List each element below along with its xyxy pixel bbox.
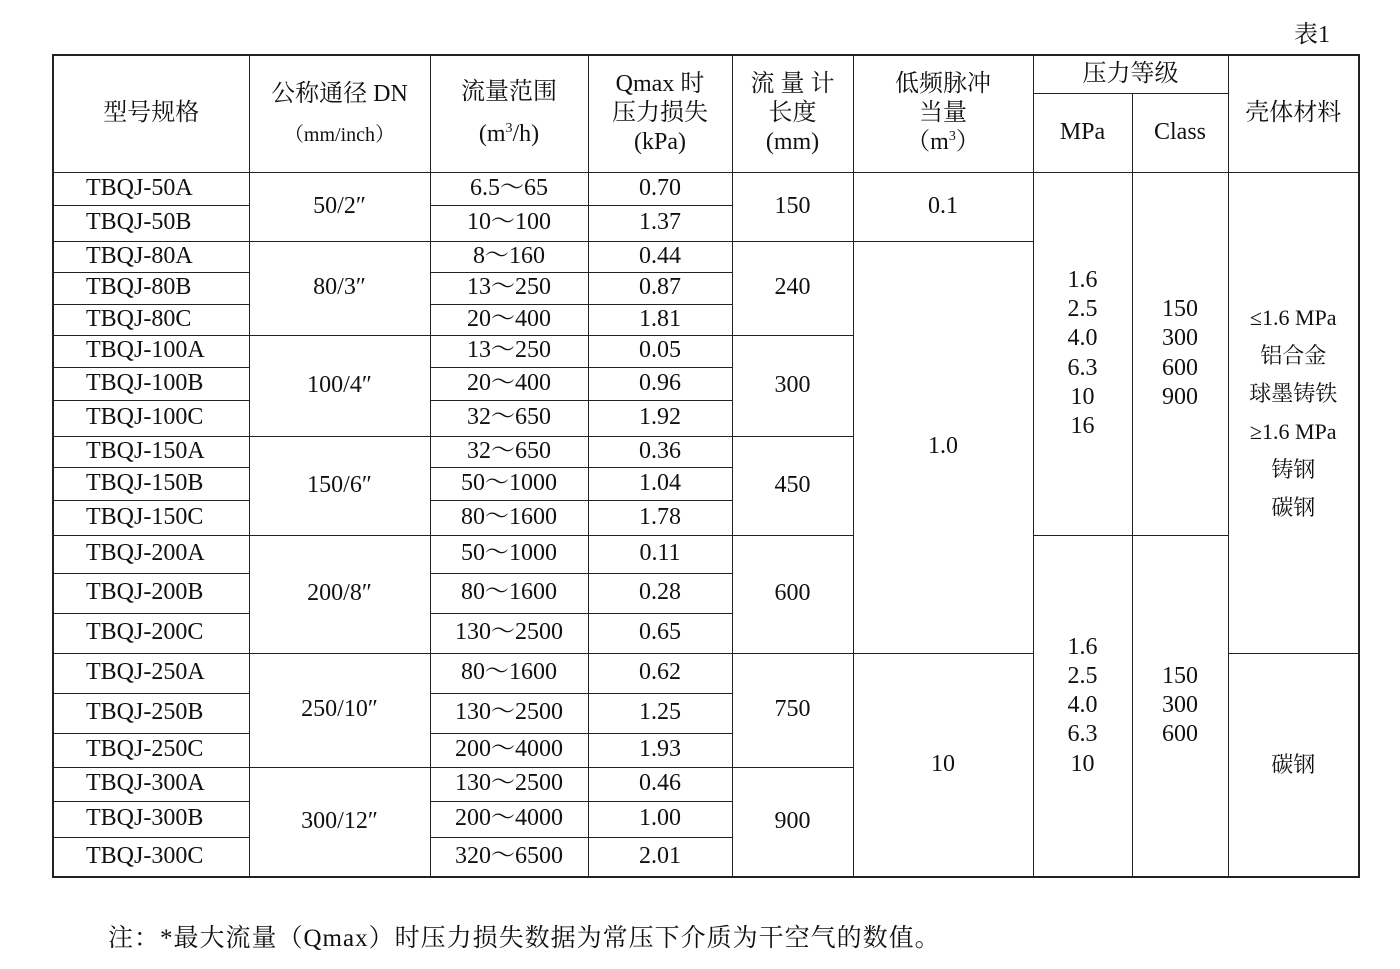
material-value: 铸钢	[1271, 456, 1316, 482]
table-row	[53, 172, 1359, 205]
mpa-value: 1.6	[1067, 266, 1098, 293]
pressure-loss-cell: 1.81	[588, 304, 732, 335]
class-value: 150	[1162, 295, 1198, 322]
pulse-cell: 0.1	[853, 172, 1033, 241]
material-value: 球墨铸铁	[1249, 380, 1338, 406]
dn-cell: 200/8″	[249, 535, 430, 653]
dn-cell: 300/12″	[249, 767, 430, 877]
pressure-loss-cell: 0.70	[588, 172, 732, 205]
mpa-value: 2.5	[1067, 662, 1098, 689]
header-length-line2: 长度	[768, 100, 817, 127]
model-cell: TBQJ-250C	[53, 733, 249, 767]
class-value: 600	[1162, 354, 1198, 381]
flow-range-cell: 130～2500	[430, 613, 588, 653]
header-pulse-line2: 当量	[919, 100, 967, 127]
mpa-value: 16	[1070, 413, 1095, 440]
header-length-line1: 流 量 计	[750, 70, 835, 97]
table-caption: 表1	[1294, 22, 1330, 48]
pressure-loss-cell: 0.11	[588, 535, 732, 573]
mpa-cell	[1033, 172, 1132, 535]
flow-range-cell: 6.5～65	[430, 172, 588, 205]
pressure-loss-cell: 0.62	[588, 653, 732, 693]
class-cell	[1132, 172, 1228, 535]
header-pulse-line3: $(m^3)$	[906, 129, 980, 156]
flow-range-cell: 32～650	[430, 400, 588, 436]
model-cell: TBQJ-300A	[53, 767, 249, 801]
length-cell: 450	[732, 436, 853, 535]
material-value: ≥1.6 MPa	[1249, 418, 1337, 444]
class-cell	[1132, 535, 1228, 877]
model-cell: TBQJ-150A	[53, 436, 249, 467]
table-body	[53, 172, 1359, 877]
pressure-loss-cell: 2.01	[588, 837, 732, 877]
table-row	[53, 535, 1359, 573]
header-material: 壳体材料	[1228, 55, 1359, 172]
class-value: 600	[1162, 721, 1198, 748]
header-dn-title: 公称通径 DN	[271, 80, 408, 107]
header-class: Class	[1132, 93, 1228, 172]
material-value: 碳钢	[1271, 494, 1316, 520]
pressure-loss-cell: 1.78	[588, 500, 732, 535]
pressure-loss-cell: 0.96	[588, 367, 732, 400]
model-cell: TBQJ-250A	[53, 653, 249, 693]
length-cell: 600	[732, 535, 853, 653]
class-value: 900	[1162, 383, 1198, 410]
header-loss-line1: Qmax 时	[615, 70, 705, 97]
dn-cell: 150/6″	[249, 436, 430, 535]
mpa-value: 10	[1070, 383, 1095, 410]
model-cell: TBQJ-200C	[53, 613, 249, 653]
header-pulse	[853, 55, 1033, 172]
model-cell: TBQJ-250B	[53, 693, 249, 733]
flow-range-cell: 80～1600	[430, 573, 588, 613]
model-cell: TBQJ-100C	[53, 400, 249, 436]
flow-range-cell: 13～250	[430, 335, 588, 367]
pressure-loss-cell: 0.65	[588, 613, 732, 653]
mpa-value: 4.0	[1067, 692, 1098, 719]
header-flow-unit: $(m^3/h)$	[478, 120, 540, 147]
dn-cell: 80/3″	[249, 241, 430, 335]
pulse-cell: 1.0	[853, 241, 1033, 653]
model-cell: TBQJ-100B	[53, 367, 249, 400]
flow-range-cell: 13～250	[430, 272, 588, 304]
dn-cell: 250/10″	[249, 653, 430, 767]
spec-table	[52, 54, 1360, 878]
header-pressure-rating: 压力等级	[1033, 55, 1228, 93]
header-length	[732, 55, 853, 172]
pressure-loss-cell: 0.87	[588, 272, 732, 304]
model-cell: TBQJ-80A	[53, 241, 249, 272]
material-cell	[1228, 172, 1359, 653]
pressure-loss-cell: 1.04	[588, 467, 732, 500]
header-flow	[430, 55, 588, 172]
flow-range-cell: 80～1600	[430, 500, 588, 535]
material-value: 铝合金	[1260, 342, 1327, 368]
mpa-value: 6.3	[1067, 721, 1098, 748]
class-value: 300	[1162, 325, 1198, 352]
pressure-loss-cell: 0.44	[588, 241, 732, 272]
model-cell: TBQJ-150C	[53, 500, 249, 535]
pressure-loss-cell: 0.36	[588, 436, 732, 467]
class-value: 150	[1162, 662, 1198, 689]
flow-range-cell: 200～4000	[430, 733, 588, 767]
flow-range-cell: 10～100	[430, 205, 588, 241]
header-loss-line2: 压力损失	[612, 100, 708, 127]
model-cell: TBQJ-300C	[53, 837, 249, 877]
model-cell: TBQJ-80B	[53, 272, 249, 304]
mpa-value: 2.5	[1067, 295, 1098, 322]
flow-range-cell: 200～4000	[430, 801, 588, 837]
pressure-loss-cell: 0.05	[588, 335, 732, 367]
pressure-loss-cell: 1.37	[588, 205, 732, 241]
pressure-loss-cell: 1.92	[588, 400, 732, 436]
flow-range-cell: 20～400	[430, 304, 588, 335]
header-loss-line3: (kPa)	[634, 129, 686, 156]
pressure-loss-cell: 1.00	[588, 801, 732, 837]
pressure-loss-cell: 0.46	[588, 767, 732, 801]
model-cell: TBQJ-80C	[53, 304, 249, 335]
length-cell: 300	[732, 335, 853, 436]
mpa-value: 1.6	[1067, 633, 1098, 660]
length-cell: 240	[732, 241, 853, 335]
header-length-line3: (mm)	[765, 129, 820, 156]
footnote: 注：*最大流量（Qmax）时压力损失数据为常压下介质为干空气的数值。	[108, 925, 941, 952]
pressure-loss-cell: 1.25	[588, 693, 732, 733]
length-cell: 150	[732, 172, 853, 241]
flow-range-cell: 20～400	[430, 367, 588, 400]
flow-range-cell: 130～2500	[430, 767, 588, 801]
mpa-value: 6.3	[1067, 354, 1098, 381]
flow-range-cell: 50～1000	[430, 467, 588, 500]
header-model: 型号规格	[53, 55, 249, 172]
header-dn-unit: （mm/inch）	[283, 124, 396, 147]
model-cell: TBQJ-300B	[53, 801, 249, 837]
model-cell: TBQJ-200B	[53, 573, 249, 613]
header-pulse-line1: 低频脉冲	[895, 70, 991, 97]
flow-range-cell: 80～1600	[430, 653, 588, 693]
flow-range-cell: 130～2500	[430, 693, 588, 733]
flow-range-cell: 32～650	[430, 436, 588, 467]
material-value: 碳钢	[1271, 751, 1316, 777]
model-cell: TBQJ-50A	[53, 172, 249, 205]
flow-range-cell: 50～1000	[430, 535, 588, 573]
model-cell: TBQJ-100A	[53, 335, 249, 367]
flow-range-cell: 320～6500	[430, 837, 588, 877]
header-flow-title: 流量范围	[461, 79, 557, 106]
pressure-loss-cell: 0.28	[588, 573, 732, 613]
mpa-value: 4.0	[1067, 325, 1098, 352]
model-cell: TBQJ-200A	[53, 535, 249, 573]
length-cell: 900	[732, 767, 853, 877]
dn-cell: 50/2″	[249, 172, 430, 241]
model-cell: TBQJ-50B	[53, 205, 249, 241]
pressure-loss-cell: 1.93	[588, 733, 732, 767]
dn-cell: 100/4″	[249, 335, 430, 436]
material-cell	[1228, 653, 1359, 877]
header-pressure-loss	[588, 55, 732, 172]
model-cell: TBQJ-150B	[53, 467, 249, 500]
mpa-cell	[1033, 535, 1132, 877]
pulse-cell: 10	[853, 653, 1033, 877]
flow-range-cell: 8～160	[430, 241, 588, 272]
header-mpa: MPa	[1033, 93, 1132, 172]
mpa-value: 10	[1070, 750, 1095, 777]
material-value: ≤1.6 MPa	[1249, 304, 1337, 330]
class-value: 300	[1162, 692, 1198, 719]
length-cell: 750	[732, 653, 853, 767]
header-dn	[249, 55, 430, 172]
